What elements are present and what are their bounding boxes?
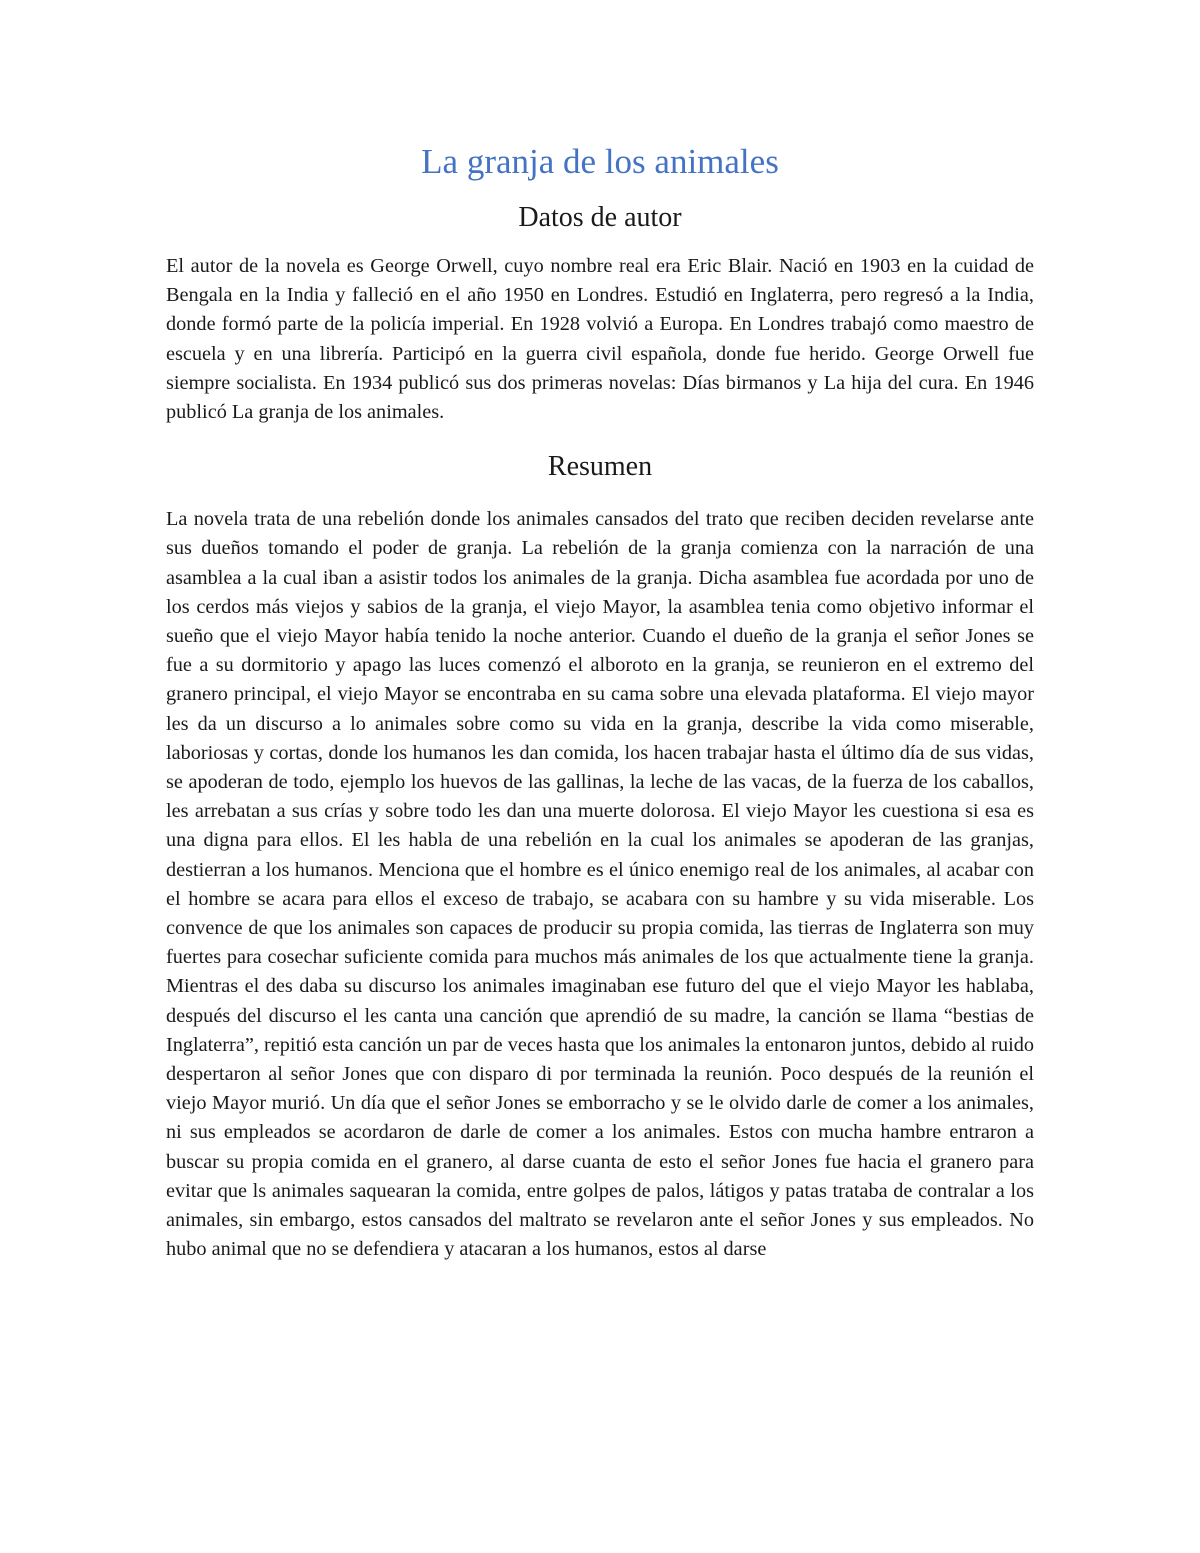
summary-paragraph: La novela trata de una rebelión donde los animales cansados del trato que reciben deciden revelarse ante sus dueños tomando el poder de granja. La rebelión de la granja comienza con la narración de una asamblea a la cual iban a asistir todos los animales de la granja. Dicha asamblea fue acordada por uno de los cerdos más viejos y sabios de la granja, el viejo Mayor, la asamblea tenia como objetivo informar el sueño que el viejo Mayor había tenido la noche anterior. Cuando el dueño de la granja el señor Jones se fue a su dormitorio y apago las luces comenzó el alboroto en la granja, se reunieron en el extremo del granero principal, el viejo Mayor se encontraba en su cama sobre una elevada plataforma. El viejo mayor les da un discurso a lo animales sobre como su vida en la granja, describe la vida como miserable, laboriosas y cortas, donde los humanos les dan comida, los hacen trabajar hasta el último día de sus vidas, se apoderan de todo, ejemplo los huevos de las gallinas, la leche de las vacas, de la fuerza de los caballos, les arrebatan a sus crías y sobre todo les dan una muerte dolorosa. El viejo Mayor les cuestiona si esa es una digna para ellos. El les habla de una rebelión en la cual los animales se apoderan de las granjas, destierran a los humanos. Menciona que el hombre es el único enemigo real de los animales, al acabar con el hombre se acara para ellos el exceso de trabajo, se acabara con su hambre y su vida miserable. Los convence de que los animales son capaces de producir su propia comida, las tierras de Inglaterra son muy fuertes para cosechar suficiente comida para muchos más animales de los que actualmente tiene la granja. Mientras el des daba su discurso los animales imaginaban ese futuro del que el viejo Mayor les hablaba, después del discurso el les canta una canción que aprendió de su madre, la canción se llama “bestias de Inglaterra”, repitió esta canción un par de veces hasta que los animales la entonaron juntos, debido al ruido despertaron al señor Jones que con disparo di por terminada la reunión. Poco después de la reunión el viejo Mayor murió. Un día que el señor Jones se emborracho y se le olvido darle de comer a los animales, ni sus empleados se acordaron de darle de comer a los animales. Estos con mucha hambre entraron a buscar su propia comida en el granero, al darse cuanta de esto el señor Jones fue hacia el granero para evitar que ls animales saquearan la comida, entre golpes de palos, látigos y patas trataba de contralar a los animales, sin embargo, estos cansados del maltrato se revelaron ante el señor Jones y sus empleados. No hubo animal que no se defendiera y atacaran a los humanos, estos al darse [166, 508, 1034, 1261]
summary-heading: Resumen [547, 451, 653, 483]
author-data-heading: Datos de autor [518, 202, 682, 233]
document-title: La granja de los animales [421, 142, 779, 181]
document-page [166, 140, 1034, 1265]
author-data-paragraph: El autor de la novela es George Orwell, cuyo nombre real era Eric Blair. Nació en 1903 en la cuidad de Bengala en la India y falleció en el año 1950 en Londres. Estudió en Inglaterra, pero regresó a la India, donde formó parte de la policía imperial. En 1928 volvió a Europa. En Londres trabajó como maestro de escuela y en una librería. Participó en la guerra civil española, donde fue herido. George Orwell fue siempre socialista. En 1934 publicó sus dos primeras novelas: Días birmanos y La hija del cura. En 1946 publicó La granja de los animales. [166, 255, 1034, 424]
